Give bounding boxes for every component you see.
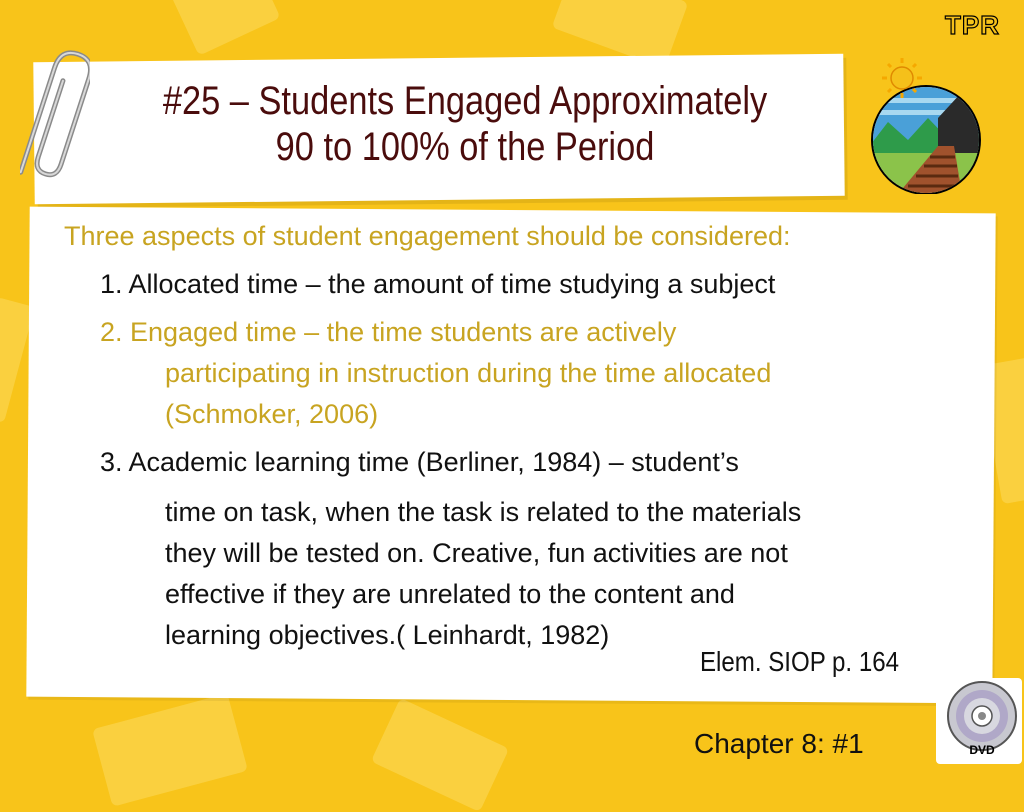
svg-text:DVD: DVD <box>969 743 995 757</box>
list-item-3-line-3: they will be tested on. Creative, fun activities are not <box>165 538 788 568</box>
dvd-card <box>936 678 1022 764</box>
chapter-label: Chapter 8: #1 <box>694 728 864 759</box>
background-shape <box>169 0 280 56</box>
list-item-3-line-5: learning objectives.( Leinhardt, 1982) <box>165 620 610 650</box>
reference-note: Elem. SIOP p. 164 <box>700 646 899 677</box>
title-line-2: 90 to 100% of the Period <box>275 125 655 169</box>
list-item-3-line-2: time on task, when the task is related to the materials <box>165 497 802 527</box>
list-item-1: 1. Allocated time – the amount of time studying a subject <box>100 269 776 299</box>
tpr-logo: TPR <box>945 10 1000 40</box>
list-item-3: 3. Academic learning time (Berliner, 1984) – student’s <box>100 447 739 477</box>
list-item-2-line-2: participating in instruction during the time allocated <box>165 358 772 388</box>
paperclip-icon <box>20 40 90 190</box>
background-shape <box>92 693 248 807</box>
list-item-2: 2. Engaged time – the time students are actively <box>100 317 677 347</box>
list-item-2-line-3: (Schmoker, 2006) <box>165 399 379 429</box>
background-shape <box>371 698 509 812</box>
slide-title <box>125 78 804 170</box>
list-item-3-line-4: effective if they are unrelated to the content and <box>165 579 735 609</box>
dvd-icon <box>936 678 1022 764</box>
title-line-1: #25 – Students Engaged Approximately <box>162 79 768 123</box>
intro-text: Three aspects of student engagement should be considered: <box>64 221 791 251</box>
railroad-landscape-icon <box>858 58 990 194</box>
